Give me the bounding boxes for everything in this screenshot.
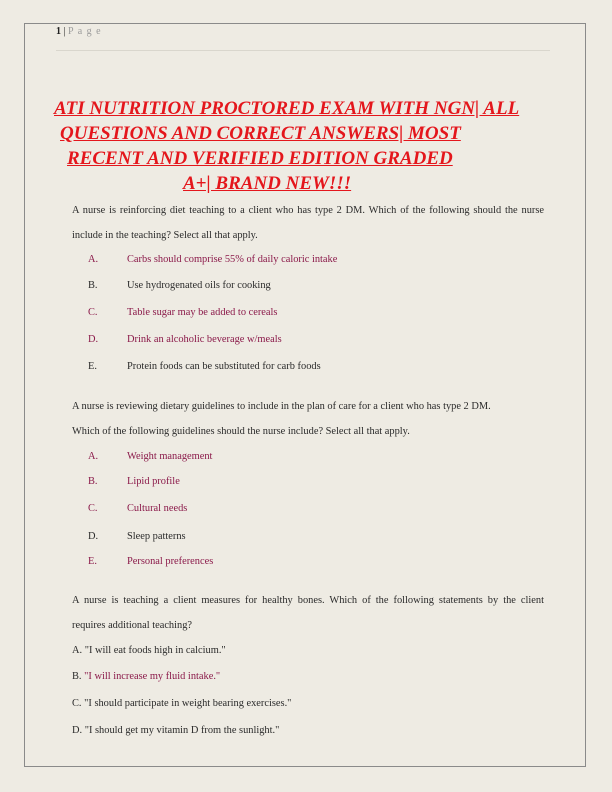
- option-letter: D.: [88, 334, 99, 345]
- option-letter: A.: [88, 254, 99, 265]
- document-title: [50, 96, 560, 196]
- title-line-1: ATI NUTRITION PROCTORED EXAM WITH NGN| ALL: [54, 98, 520, 119]
- option-text: Cultural needs: [127, 503, 188, 514]
- title-line-2: QUESTIONS AND CORRECT ANSWERS| MOST: [60, 123, 461, 144]
- header-divider: [56, 50, 550, 51]
- question-stem-line: A nurse is reviewing dietary guidelines to include in the plan of care for a client who has type 2 DM.: [72, 401, 491, 412]
- answer-row: [72, 698, 291, 709]
- question-stem-line: requires additional teaching?: [72, 620, 193, 631]
- option-text: Carbs should comprise 55% of daily caloric intake: [127, 254, 338, 265]
- answer-text: "I will eat foods high in calcium.": [84, 645, 226, 656]
- answer-letter: A.: [72, 645, 83, 656]
- answer-row: [72, 645, 226, 656]
- page-word: P a g e: [68, 26, 102, 37]
- option-letter: A.: [88, 451, 99, 462]
- answer-letter: B.: [72, 671, 82, 682]
- option-letter: C.: [88, 503, 98, 514]
- answer-text: "I should participate in weight bearing exercises.": [84, 698, 292, 709]
- option-text: Personal preferences: [127, 556, 214, 567]
- option-letter: E.: [88, 361, 97, 372]
- option-text: Use hydrogenated oils for cooking: [127, 280, 271, 291]
- option-text: Table sugar may be added to cereals: [127, 307, 278, 318]
- answer-text: "I will increase my fluid intake.": [84, 671, 221, 682]
- option-text: Protein foods can be substituted for carb foods: [127, 361, 321, 372]
- answer-row: [72, 725, 279, 736]
- answer-letter: C.: [72, 698, 82, 709]
- option-letter: E.: [88, 556, 97, 567]
- option-letter: D.: [88, 531, 99, 542]
- option-text: Drink an alcoholic beverage w/meals: [127, 334, 282, 345]
- title-line-4: A+| BRAND NEW!!!: [183, 173, 352, 194]
- answer-letter: D.: [72, 725, 83, 736]
- question-stem-line: A nurse is teaching a client measures for healthy bones. Which of the following statements by the client: [72, 595, 544, 606]
- page-header: [56, 26, 102, 37]
- option-text: Sleep patterns: [127, 531, 186, 542]
- question-stem-line: include in the teaching? Select all that apply.: [72, 230, 258, 241]
- option-letter: B.: [88, 476, 98, 487]
- title-line-3: RECENT AND VERIFIED EDITION GRADED: [67, 148, 453, 169]
- page-number: 1: [56, 26, 61, 37]
- page-separator: |: [61, 26, 69, 37]
- answer-row: [72, 671, 220, 682]
- option-letter: B.: [88, 280, 98, 291]
- question-stem-line: Which of the following guidelines should the nurse include? Select all that apply.: [72, 426, 410, 437]
- option-letter: C.: [88, 307, 98, 318]
- option-text: Weight management: [127, 451, 213, 462]
- option-text: Lipid profile: [127, 476, 180, 487]
- question-stem-line: A nurse is reinforcing diet teaching to a client who has type 2 DM. Which of the following should the nurse: [72, 205, 544, 216]
- answer-text: "I should get my vitamin D from the sunlight.": [84, 725, 280, 736]
